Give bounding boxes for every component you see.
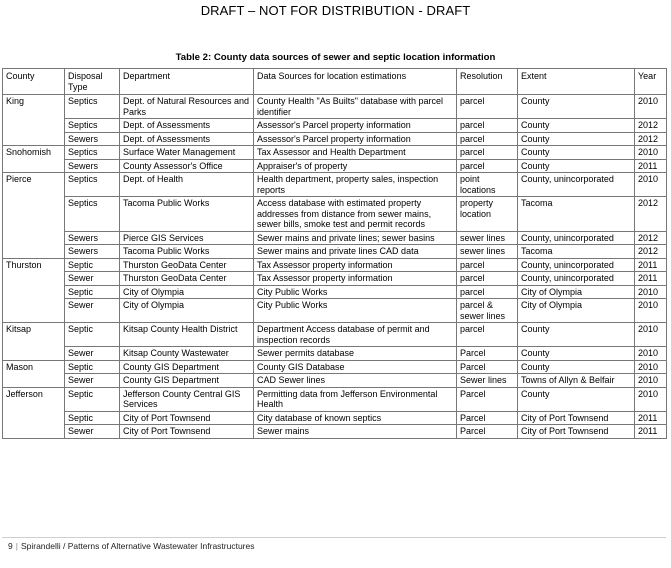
cell-extent: County <box>518 119 635 133</box>
cell-disposal-type: Sewer <box>65 374 120 388</box>
table-row <box>3 299 667 323</box>
cell-disposal-type: Septic <box>65 411 120 425</box>
cell-department: Dept. of Health <box>120 173 254 197</box>
cell-county: Pierce <box>3 173 65 259</box>
table-row <box>3 272 667 286</box>
cell-data-sources: Tax Assessor and Health Department <box>254 146 457 160</box>
cell-data-sources: County GIS Database <box>254 360 457 374</box>
cell-data-sources: City Public Works <box>254 299 457 323</box>
column-header-county: County <box>3 69 65 95</box>
cell-data-sources: County Health "As Builts" database with parcel identifier <box>254 95 457 119</box>
cell-department: Thurston GeoData Center <box>120 258 254 272</box>
table-row <box>3 411 667 425</box>
cell-resolution: point locations <box>457 173 518 197</box>
cell-year: 2010 <box>635 173 667 197</box>
cell-year: 2010 <box>635 285 667 299</box>
cell-data-sources: CAD Sewer lines <box>254 374 457 388</box>
table-row <box>3 360 667 374</box>
cell-department: Dept. of Natural Resources and Parks <box>120 95 254 119</box>
footer-text: Spirandelli / Patterns of Alternative Wastewater Infrastructures <box>20 541 255 551</box>
cell-extent: County <box>518 387 635 411</box>
cell-data-sources: Assessor's Parcel property information <box>254 119 457 133</box>
cell-year: 2012 <box>635 231 667 245</box>
cell-year: 2010 <box>635 387 667 411</box>
cell-disposal-type: Septic <box>65 285 120 299</box>
cell-department: Tacoma Public Works <box>120 197 254 232</box>
cell-extent: City of Port Townsend <box>518 411 635 425</box>
column-header-extent: Extent <box>518 69 635 95</box>
column-header-data-sources: Data Sources for location estimations <box>254 69 457 95</box>
column-header-resolution: Resolution <box>457 69 518 95</box>
cell-year: 2012 <box>635 197 667 232</box>
cell-extent: City of Port Townsend <box>518 425 635 439</box>
cell-data-sources: Department Access database of permit and inspection records <box>254 323 457 347</box>
cell-disposal-type: Septics <box>65 197 120 232</box>
cell-department: Dept. of Assessments <box>120 119 254 133</box>
cell-year: 2010 <box>635 146 667 160</box>
table-row <box>3 374 667 388</box>
table-row <box>3 95 667 119</box>
cell-department: Kitsap County Wastewater <box>120 347 254 361</box>
cell-resolution: Parcel <box>457 387 518 411</box>
cell-department: County GIS Department <box>120 360 254 374</box>
cell-resolution: parcel <box>457 272 518 286</box>
table-row <box>3 425 667 439</box>
cell-data-sources: Permitting data from Jefferson Environmental Health <box>254 387 457 411</box>
cell-year: 2011 <box>635 159 667 173</box>
page-footer <box>8 541 255 551</box>
table-caption: Table 2: County data sources of sewer and septic location information <box>175 52 496 63</box>
cell-disposal-type: Sewers <box>65 132 120 146</box>
cell-disposal-type: Sewer <box>65 272 120 286</box>
cell-resolution: Parcel <box>457 411 518 425</box>
cell-department: Tacoma Public Works <box>120 245 254 259</box>
data-sources-table <box>2 68 667 439</box>
cell-extent: County, unincorporated <box>518 258 635 272</box>
cell-extent: County <box>518 95 635 119</box>
cell-resolution: parcel <box>457 323 518 347</box>
cell-resolution: parcel <box>457 159 518 173</box>
table-row <box>3 173 667 197</box>
table-row <box>3 159 667 173</box>
cell-disposal-type: Sewer <box>65 299 120 323</box>
cell-extent: Towns of Allyn & Belfair <box>518 374 635 388</box>
cell-year: 2011 <box>635 272 667 286</box>
cell-resolution: property location <box>457 197 518 232</box>
cell-data-sources: Sewer mains and private lines; sewer basins <box>254 231 457 245</box>
column-header-department: Department <box>120 69 254 95</box>
table-row <box>3 347 667 361</box>
cell-disposal-type: Sewer <box>65 347 120 361</box>
cell-disposal-type: Septics <box>65 119 120 133</box>
header-row <box>3 69 667 95</box>
cell-extent: City of Olympia <box>518 299 635 323</box>
table-row <box>3 245 667 259</box>
table-row <box>3 258 667 272</box>
cell-resolution: Sewer lines <box>457 374 518 388</box>
cell-year: 2010 <box>635 374 667 388</box>
cell-resolution: parcel <box>457 132 518 146</box>
table-row <box>3 285 667 299</box>
cell-extent: County <box>518 146 635 160</box>
cell-data-sources: Sewer mains <box>254 425 457 439</box>
table-row <box>3 146 667 160</box>
cell-extent: County <box>518 347 635 361</box>
cell-disposal-type: Septics <box>65 173 120 197</box>
cell-year: 2010 <box>635 347 667 361</box>
cell-county: Kitsap <box>3 323 65 361</box>
table-row <box>3 132 667 146</box>
table-row <box>3 197 667 232</box>
cell-department: City of Port Townsend <box>120 425 254 439</box>
cell-disposal-type: Septics <box>65 95 120 119</box>
cell-extent: County, unincorporated <box>518 173 635 197</box>
cell-data-sources: Tax Assessor property information <box>254 258 457 272</box>
cell-disposal-type: Septic <box>65 258 120 272</box>
cell-year: 2011 <box>635 411 667 425</box>
cell-year: 2012 <box>635 245 667 259</box>
cell-department: Thurston GeoData Center <box>120 272 254 286</box>
cell-resolution: parcel <box>457 258 518 272</box>
cell-county: King <box>3 95 65 146</box>
cell-county: Snohomish <box>3 146 65 173</box>
cell-year: 2010 <box>635 323 667 347</box>
footer-separator: | <box>15 541 18 551</box>
page-number: 9 <box>8 541 13 551</box>
cell-extent: County, unincorporated <box>518 272 635 286</box>
cell-resolution: parcel <box>457 119 518 133</box>
cell-disposal-type: Sewers <box>65 231 120 245</box>
cell-department: Kitsap County Health District <box>120 323 254 347</box>
cell-data-sources: Assessor's Parcel property information <box>254 132 457 146</box>
cell-department: Dept. of Assessments <box>120 132 254 146</box>
cell-resolution: parcel <box>457 146 518 160</box>
cell-extent: Tacoma <box>518 197 635 232</box>
cell-year: 2010 <box>635 360 667 374</box>
cell-data-sources: Sewer permits database <box>254 347 457 361</box>
table-row <box>3 119 667 133</box>
cell-data-sources: Access database with estimated property addresses from distance from sewer mains, sewer bills, smoke test and permit records <box>254 197 457 232</box>
cell-extent: City of Olympia <box>518 285 635 299</box>
cell-year: 2012 <box>635 119 667 133</box>
cell-extent: County <box>518 132 635 146</box>
table-row <box>3 323 667 347</box>
cell-year: 2010 <box>635 95 667 119</box>
cell-county: Thurston <box>3 258 65 323</box>
column-header-year: Year <box>635 69 667 95</box>
cell-disposal-type: Septic <box>65 360 120 374</box>
cell-data-sources: Sewer mains and private lines CAD data <box>254 245 457 259</box>
cell-resolution: parcel <box>457 95 518 119</box>
cell-department: County Assessor's Office <box>120 159 254 173</box>
table-row <box>3 231 667 245</box>
table-row <box>3 387 667 411</box>
cell-data-sources: Tax Assessor property information <box>254 272 457 286</box>
cell-department: County GIS Department <box>120 374 254 388</box>
cell-resolution: parcel <box>457 285 518 299</box>
cell-disposal-type: Septic <box>65 387 120 411</box>
cell-extent: County <box>518 159 635 173</box>
cell-data-sources: City database of known septics <box>254 411 457 425</box>
cell-extent: County, unincorporated <box>518 231 635 245</box>
cell-disposal-type: Sewers <box>65 159 120 173</box>
cell-resolution: Parcel <box>457 360 518 374</box>
cell-resolution: Parcel <box>457 425 518 439</box>
cell-department: Pierce GIS Services <box>120 231 254 245</box>
cell-resolution: parcel & sewer lines <box>457 299 518 323</box>
cell-extent: County <box>518 323 635 347</box>
cell-extent: Tacoma <box>518 245 635 259</box>
cell-department: City of Port Townsend <box>120 411 254 425</box>
cell-year: 2012 <box>635 132 667 146</box>
cell-county: Jefferson <box>3 387 65 438</box>
cell-year: 2011 <box>635 258 667 272</box>
cell-county: Mason <box>3 360 65 387</box>
cell-disposal-type: Sewers <box>65 245 120 259</box>
cell-extent: County <box>518 360 635 374</box>
cell-department: Jefferson County Central GIS Services <box>120 387 254 411</box>
cell-disposal-type: Sewer <box>65 425 120 439</box>
cell-data-sources: City Public Works <box>254 285 457 299</box>
footer-divider <box>2 537 666 538</box>
column-header-disposal-type: Disposal Type <box>65 69 120 95</box>
table-body <box>3 95 667 439</box>
cell-disposal-type: Septics <box>65 146 120 160</box>
cell-year: 2011 <box>635 425 667 439</box>
cell-data-sources: Appraiser's of property <box>254 159 457 173</box>
cell-resolution: sewer lines <box>457 231 518 245</box>
cell-resolution: sewer lines <box>457 245 518 259</box>
cell-year: 2010 <box>635 299 667 323</box>
draft-header: DRAFT – NOT FOR DISTRIBUTION - DRAFT <box>200 3 471 18</box>
cell-disposal-type: Septic <box>65 323 120 347</box>
cell-data-sources: Health department, property sales, inspection reports <box>254 173 457 197</box>
cell-department: City of Olympia <box>120 285 254 299</box>
cell-resolution: Parcel <box>457 347 518 361</box>
cell-department: Surface Water Management <box>120 146 254 160</box>
cell-department: City of Olympia <box>120 299 254 323</box>
